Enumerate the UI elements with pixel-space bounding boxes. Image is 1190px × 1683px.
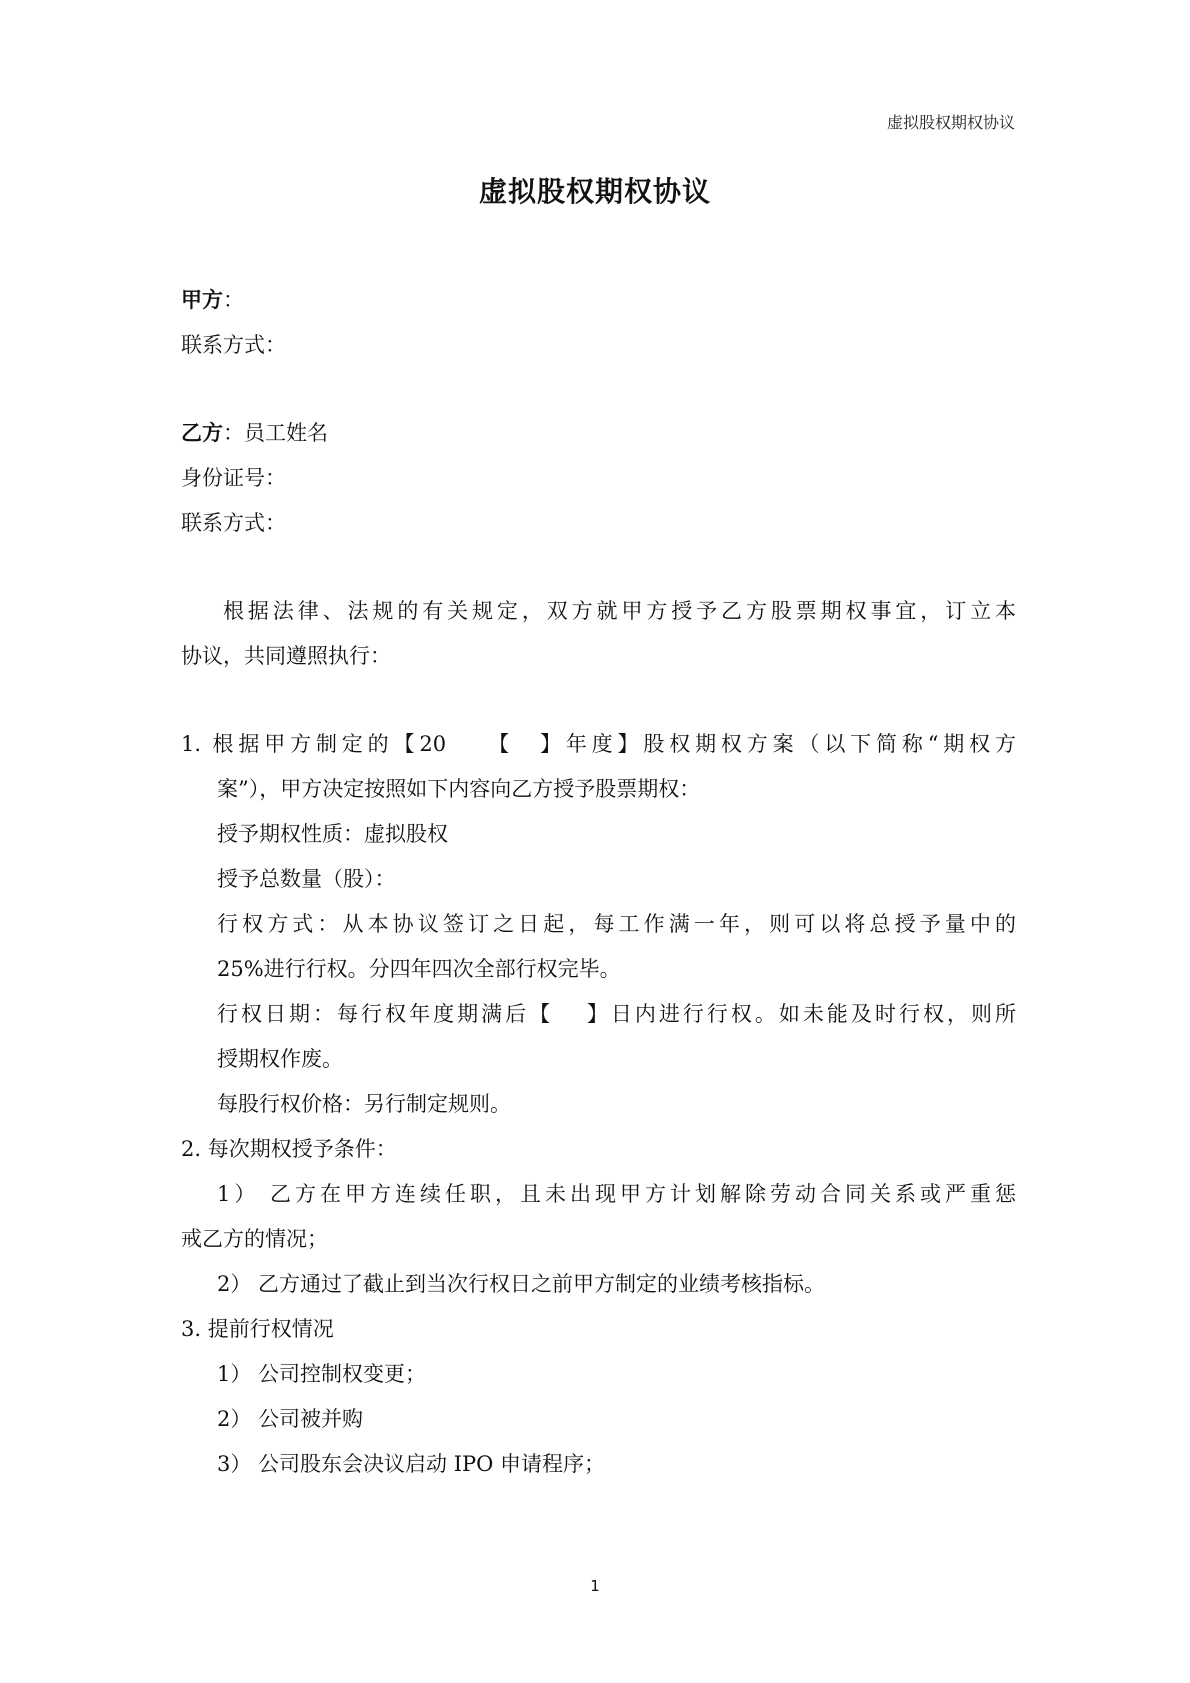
exercise-method-line-1: 行权方式：从本协议签订之日起，每工作满一年，则可以将总授予量中的 [217, 912, 1016, 936]
page-number: 1 [590, 1577, 600, 1595]
document-body [181, 278, 1016, 1487]
running-header: 虚拟股权期权协议 [886, 113, 1015, 132]
section3-heading: 3. 提前行权情况 [181, 1317, 334, 1341]
party-b-contact: 联系方式： [181, 511, 286, 535]
document-title: 虚拟股权期权协议 [478, 175, 711, 208]
party-b-name: 员工姓名 [244, 421, 328, 445]
section2-item2: 2） 乙方通过了截止到当次行权日之前甲方制定的业绩考核指标。 [217, 1272, 826, 1296]
party-a-line [181, 278, 1016, 323]
party-a-label: 甲方 [181, 288, 223, 312]
party-b-label: 乙方 [181, 421, 223, 445]
spacer [181, 679, 1016, 722]
spacer [181, 546, 1016, 589]
preamble-line-1: 根据法律、法规的有关规定，双方就甲方授予乙方股票期权事宜，订立本 [223, 599, 1016, 623]
party-a-colon: ： [223, 288, 244, 312]
section2-item1-line-2: 戒乙方的情况； [181, 1227, 328, 1251]
section2-heading: 2. 每次期权授予条件： [181, 1137, 397, 1161]
spacer [181, 368, 1016, 411]
party-b-line [181, 411, 1016, 456]
section3-item3: 3） 公司股东会决议启动 IPO 申请程序； [217, 1452, 606, 1476]
section1-line-1: 1. 根据甲方制定的【20 【 】年度】股权期权方案（以下简称“期权方 [181, 732, 1016, 756]
party-b-id-number: 身份证号： [181, 466, 286, 490]
exercise-date-line-2: 授期权作废。 [217, 1047, 343, 1071]
section3-item1: 1） 公司控制权变更； [217, 1362, 427, 1386]
exercise-date-line-1: 行权日期：每行权年度期满后【 】日内进行行权。如未能及时行权，则所 [217, 1002, 1016, 1026]
section2-item1-line-1: 1） 乙方在甲方连续任职，且未出现甲方计划解除劳动合同关系或严重惩 [217, 1182, 1016, 1206]
section1-line-2: 案”），甲方决定按照如下内容向乙方授予股票期权： [217, 777, 701, 801]
section3-item2: 2） 公司被并购 [217, 1407, 364, 1431]
exercise-price: 每股行权价格：另行制定规则。 [217, 1092, 511, 1116]
grant-nature: 授予期权性质：虚拟股权 [217, 822, 448, 846]
exercise-method-line-2: 25%进行行权。分四年四次全部行权完毕。 [217, 957, 621, 981]
preamble-line-2: 协议，共同遵照执行： [181, 644, 391, 668]
party-b-colon: ： [223, 421, 244, 445]
party-a-contact: 联系方式： [181, 333, 286, 357]
grant-quantity: 授予总数量（股）： [217, 867, 396, 891]
